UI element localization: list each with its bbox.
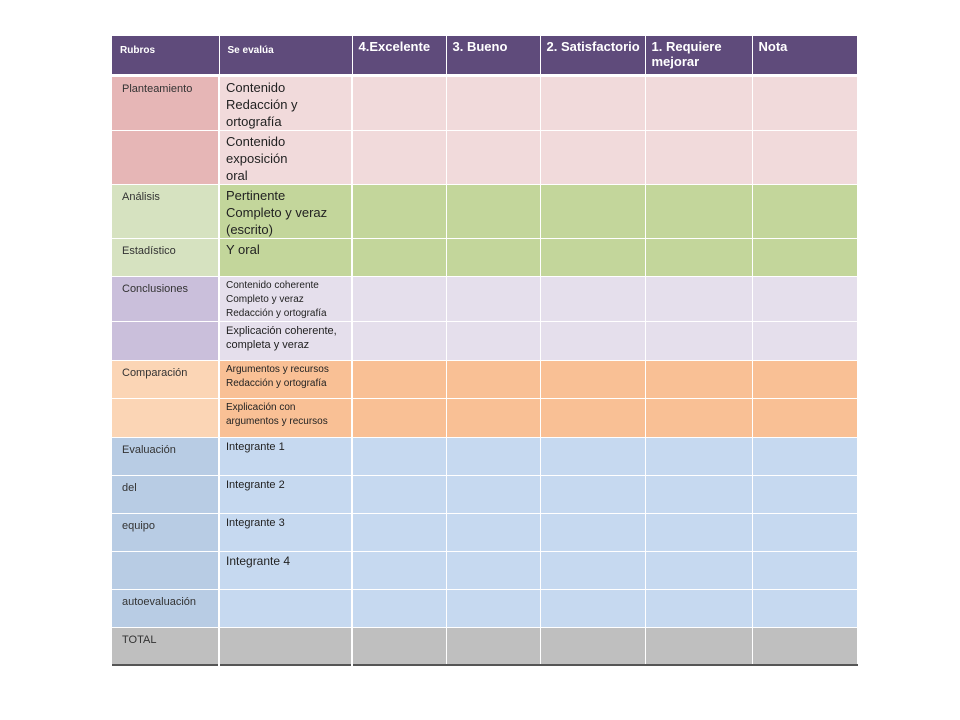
table-row	[112, 130, 857, 184]
nota-cell[interactable]	[752, 437, 857, 475]
rubro-cell: Evaluación	[112, 437, 219, 475]
table-row	[112, 437, 857, 475]
rubro-cell	[112, 130, 219, 184]
nota-cell[interactable]	[752, 513, 857, 551]
score-cell[interactable]	[446, 360, 540, 398]
score-cell[interactable]	[446, 238, 540, 276]
table-row	[112, 238, 857, 276]
nota-cell[interactable]	[752, 398, 857, 437]
header-row	[112, 36, 857, 75]
header-nota: Nota	[752, 36, 857, 75]
score-cell[interactable]	[540, 627, 645, 665]
header-satisfactorio: 2. Satisfactorio	[540, 36, 645, 75]
score-cell[interactable]	[645, 589, 752, 627]
score-cell[interactable]	[446, 75, 540, 130]
score-cell[interactable]	[645, 321, 752, 360]
score-cell[interactable]	[446, 551, 540, 589]
score-cell[interactable]	[540, 475, 645, 513]
rubro-cell: Planteamiento	[112, 75, 219, 130]
score-cell[interactable]	[446, 398, 540, 437]
nota-cell[interactable]	[752, 238, 857, 276]
se-evalua-cell: Explicación coherente, completa y veraz	[219, 321, 352, 360]
table-row	[112, 551, 857, 589]
header-excelente: 4.Excelente	[352, 36, 446, 75]
table-row	[112, 589, 857, 627]
score-cell[interactable]	[352, 589, 446, 627]
score-cell[interactable]	[540, 589, 645, 627]
score-cell[interactable]	[446, 437, 540, 475]
nota-cell[interactable]	[752, 130, 857, 184]
se-evalua-cell: Contenido Redacción y ortografía	[219, 75, 352, 130]
score-cell[interactable]	[645, 238, 752, 276]
rubro-cell: Estadístico	[112, 238, 219, 276]
table-row	[112, 360, 857, 398]
se-evalua-cell: Pertinente Completo y veraz (escrito)	[219, 184, 352, 238]
se-evalua-cell: Explicación con argumentos y recursos	[219, 398, 352, 437]
se-evalua-cell: Integrante 4	[219, 551, 352, 589]
nota-cell[interactable]	[752, 551, 857, 589]
score-cell[interactable]	[352, 130, 446, 184]
nota-cell[interactable]	[752, 321, 857, 360]
nota-cell[interactable]	[752, 627, 857, 665]
score-cell[interactable]	[352, 513, 446, 551]
se-evalua-cell: Argumentos y recursos Redacción y ortografía	[219, 360, 352, 398]
se-evalua-cell: Contenido exposición oral	[219, 130, 352, 184]
table-row	[112, 75, 857, 130]
rubro-cell	[112, 551, 219, 589]
score-cell[interactable]	[352, 75, 446, 130]
score-cell[interactable]	[645, 475, 752, 513]
nota-cell[interactable]	[752, 475, 857, 513]
score-cell[interactable]	[446, 513, 540, 551]
rubric-table	[112, 36, 858, 666]
table-row	[112, 513, 857, 551]
nota-cell[interactable]	[752, 184, 857, 238]
score-cell[interactable]	[352, 437, 446, 475]
rubro-cell-total: TOTAL	[112, 627, 219, 665]
score-cell[interactable]	[540, 360, 645, 398]
rubro-cell: Conclusiones	[112, 276, 219, 321]
score-cell[interactable]	[540, 75, 645, 130]
score-cell[interactable]	[352, 276, 446, 321]
score-cell[interactable]	[645, 513, 752, 551]
nota-cell[interactable]	[752, 589, 857, 627]
header-se-evalua: Se evalúa	[219, 36, 352, 75]
nota-cell[interactable]	[752, 360, 857, 398]
se-evalua-cell: Integrante 2	[219, 475, 352, 513]
table-row	[112, 398, 857, 437]
table-row	[112, 276, 857, 321]
se-evalua-cell: Y oral	[219, 238, 352, 276]
rubro-cell: Comparación	[112, 360, 219, 398]
header-bueno: 3. Bueno	[446, 36, 540, 75]
score-cell[interactable]	[446, 184, 540, 238]
score-cell[interactable]	[645, 75, 752, 130]
score-cell[interactable]	[645, 276, 752, 321]
table-row	[112, 321, 857, 360]
score-cell[interactable]	[446, 321, 540, 360]
score-cell[interactable]	[540, 321, 645, 360]
rubro-cell: Análisis	[112, 184, 219, 238]
score-cell[interactable]	[540, 513, 645, 551]
score-cell[interactable]	[540, 276, 645, 321]
score-cell[interactable]	[540, 130, 645, 184]
rubro-cell: equipo	[112, 513, 219, 551]
score-cell[interactable]	[645, 184, 752, 238]
score-cell[interactable]	[446, 475, 540, 513]
score-cell[interactable]	[446, 276, 540, 321]
se-evalua-cell: Integrante 3	[219, 513, 352, 551]
rubro-cell	[112, 321, 219, 360]
total-row	[112, 627, 857, 665]
se-evalua-cell	[219, 627, 352, 665]
rubro-cell	[112, 398, 219, 437]
se-evalua-cell	[219, 589, 352, 627]
score-cell[interactable]	[540, 184, 645, 238]
score-cell[interactable]	[645, 398, 752, 437]
score-cell[interactable]	[352, 627, 446, 665]
score-cell[interactable]	[645, 627, 752, 665]
score-cell[interactable]	[352, 475, 446, 513]
score-cell[interactable]	[540, 238, 645, 276]
score-cell[interactable]	[352, 398, 446, 437]
nota-cell[interactable]	[752, 75, 857, 130]
score-cell[interactable]	[352, 184, 446, 238]
header-requiere-mejorar: 1. Requiere mejorar	[645, 36, 752, 75]
score-cell[interactable]	[540, 398, 645, 437]
score-cell[interactable]	[645, 130, 752, 184]
score-cell[interactable]	[540, 437, 645, 475]
score-cell[interactable]	[645, 437, 752, 475]
header-rubros: Rubros	[112, 36, 219, 75]
score-cell[interactable]	[645, 551, 752, 589]
se-evalua-cell: Contenido coherente Completo y veraz Redacción y ortografía	[219, 276, 352, 321]
score-cell[interactable]	[446, 627, 540, 665]
nota-cell[interactable]	[752, 276, 857, 321]
score-cell[interactable]	[352, 551, 446, 589]
score-cell[interactable]	[540, 551, 645, 589]
score-cell[interactable]	[352, 238, 446, 276]
score-cell[interactable]	[645, 360, 752, 398]
score-cell[interactable]	[352, 360, 446, 398]
score-cell[interactable]	[352, 321, 446, 360]
table-row	[112, 475, 857, 513]
table-row	[112, 184, 857, 238]
rubro-cell: del	[112, 475, 219, 513]
se-evalua-cell: Integrante 1	[219, 437, 352, 475]
rubro-cell: autoevaluación	[112, 589, 219, 627]
score-cell[interactable]	[446, 130, 540, 184]
score-cell[interactable]	[446, 589, 540, 627]
